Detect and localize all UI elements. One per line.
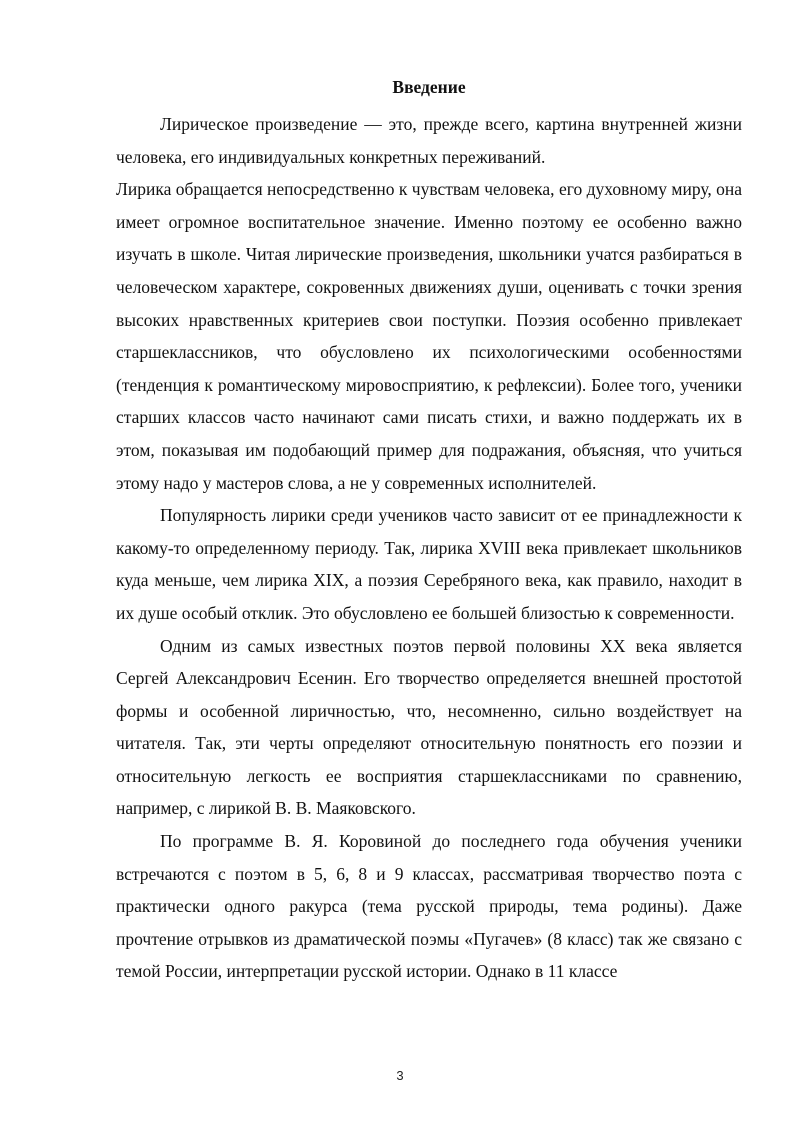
document-body	[116, 76, 742, 988]
paragraph-2: Лирика обращается непосредственно к чувствам человека, его духовному миру, она имеет огромное воспитательное значение. Именно поэтому ее особенно важно изучать в школе. Читая лирические произведения, школьники учатся разбираться в человеческом характере, сокровенных движениях души, оценивать с точки зрения высоких нравственных критериев свои поступки. Поэзия особенно привлекает старшеклассников, что обусловлено их психологическими особенностями (тенденция к романтическому мировосприятию, к рефлексии). Более того, ученики старших классов часто начинают сами писать стихи, и важно поддержать их в этом, показывая им подобающий пример для подражания, объясняя, что учиться этому надо у мастеров слова, а не у современных исполнителей.	[116, 179, 742, 493]
section-title: Введение	[392, 77, 466, 97]
paragraph-4: Одним из самых известных поэтов первой половины XX века является Сергей Александрович Есенин. Его творчество определяется внешней простотой формы и особенной лиричностью, что, несомненно, сильно воздействует на читателя. Так, эти черты определяют относительную понятность его поэзии и относительную легкость ее восприятия старшеклассниками по сравнению, например, с лирикой В. В. Маяковского.	[116, 635, 742, 819]
paragraph-5: По программе В. Я. Коровиной до последнего года обучения ученики встречаются с поэтом в 5, 6, 8 и 9 классах, рассматривая творчество поэта с практически одного ракурса (тема русской природы, тема родины). Даже прочтение отрывков из драматической поэмы «Пугачев» (8 класс) так же связано с темой России, интерпретации русской истории. Однако в 11 классе	[116, 831, 742, 982]
paragraph-1: Лирическое произведение — это, прежде всего, картина внутренней жизни человека, его индивидуальных конкретных переживаний.	[116, 114, 742, 167]
page-number: 3	[396, 1068, 404, 1083]
paragraph-3: Популярность лирики среди учеников часто зависит от ее принадлежности к какому-то определенному периоду. Так, лирика XVIII века привлекает школьников куда меньше, чем лирика XIX, а поэзия Серебряного века, как правило, находит в их душе особый отклик. Это обусловлено ее большей близостью к современности.	[116, 505, 742, 623]
